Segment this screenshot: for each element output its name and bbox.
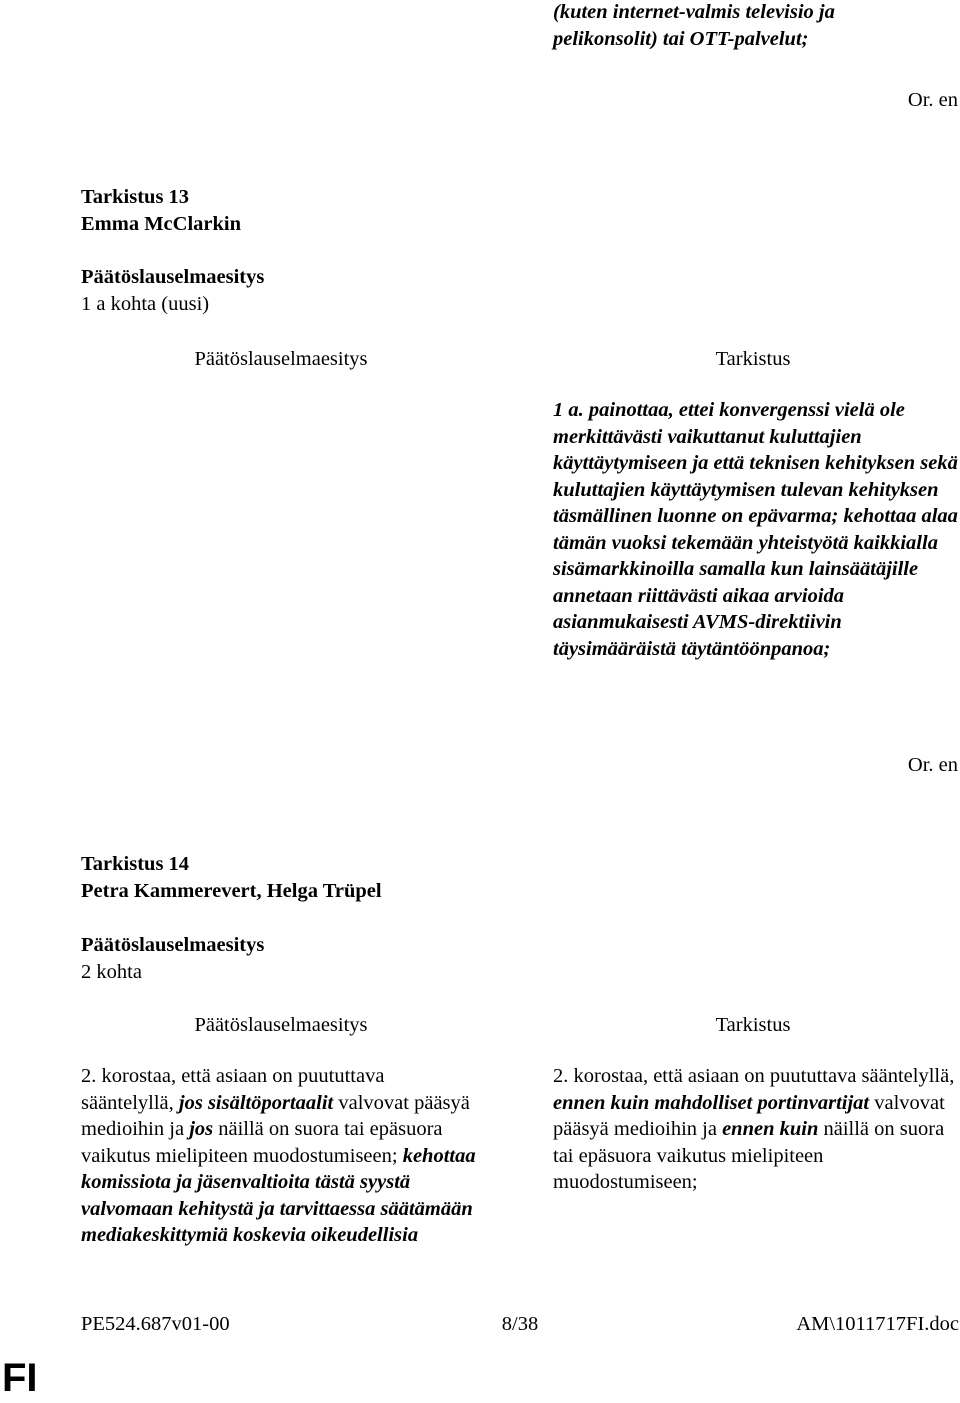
text-segment: valvovat pääsyä medioihin ja bbox=[553, 1091, 945, 1140]
column-heading-left: Päätöslauselmaesitys bbox=[194, 348, 368, 370]
continuation-text bbox=[553, 0, 960, 52]
text-segment-changed: kehottaa komissiota ja jäsenvaltioita tästä syystä valvomaan kehitystä ja tarvittaessa säätämään mediakeskittymiä koskevia oikeudellisia bbox=[81, 1144, 476, 1246]
text-segment-changed: ennen kuin bbox=[722, 1118, 819, 1140]
text-segment: näillä on suora tai epäsuora vaikutus mielipiteen muodostumiseen; bbox=[81, 1118, 443, 1167]
column-heading-left: Päätöslauselmaesitys bbox=[194, 1014, 368, 1036]
amendment-text-right: 1 a. painottaa, ettei konvergenssi vielä ole merkittävästi vaikuttanut kuluttajien käyttäytymiseen ja että teknisen kehityksen sekä kuluttajien käyttäytymisen tulevan kehityksen täsmällinen luonne on epävarma; kehottaa alaa tämän vuoksi tekemään yhteistyötä kaikkialla sisämarkkinoilla samalla kun lainsäätäjille annetaan riittävästi aikaa arvioida asianmukaisesti AVMS-direktiivin täysimääräistä täytäntöönpanoa; bbox=[553, 399, 958, 660]
text-segment: valvovat pääsyä medioihin ja bbox=[81, 1091, 470, 1140]
text-segment: näillä on suora tai epäsuora vaikutus mielipiteen muodostumiseen; bbox=[553, 1118, 945, 1193]
column-heading-right: Tarkistus bbox=[715, 348, 791, 370]
text-segment: 2. korostaa, että asiaan on puututtava sääntelyllä, bbox=[553, 1065, 955, 1087]
amendment-text-right bbox=[553, 1063, 958, 1196]
footer-doc-ref: PE524.687v01-00 bbox=[81, 1313, 230, 1335]
continuation-line: pelikonsolit) tai OTT-palvelut; bbox=[553, 27, 809, 50]
document-type: Päätöslauselmaesitys bbox=[81, 266, 265, 288]
paragraph-ref: 1 a kohta (uusi) bbox=[81, 292, 210, 315]
text-segment-changed: jos bbox=[189, 1118, 214, 1140]
amendment-title: Tarkistus 14 bbox=[81, 853, 190, 875]
text-segment-changed: ennen kuin mahdolliset portinvartijat bbox=[553, 1091, 870, 1114]
amendment-text-left bbox=[81, 1063, 476, 1249]
original-language-label: Or. en bbox=[907, 89, 958, 111]
amendment-reference bbox=[81, 264, 264, 317]
amendment-author: Emma McClarkin bbox=[81, 212, 241, 235]
text-segment: 2. korostaa, että asiaan on puututtava sääntelyllä, bbox=[81, 1065, 385, 1114]
amendment-author: Petra Kammerevert, Helga Trüpel bbox=[81, 879, 382, 902]
language-code: FI bbox=[2, 1356, 38, 1400]
footer-page-number: 8/38 bbox=[501, 1313, 539, 1335]
amendment-reference bbox=[81, 932, 264, 985]
amendment-heading bbox=[81, 851, 382, 904]
amendment-heading bbox=[81, 184, 241, 237]
footer-file-name: AM\1011717FI.doc bbox=[796, 1313, 959, 1335]
continuation-line: (kuten internet-valmis televisio ja bbox=[553, 1, 835, 23]
text-segment-changed: jos sisältöportaalit bbox=[178, 1091, 334, 1114]
document-type: Päätöslauselmaesitys bbox=[81, 934, 265, 956]
amendment-title: Tarkistus 13 bbox=[81, 186, 190, 208]
original-language-label: Or. en bbox=[907, 754, 958, 776]
column-heading-right: Tarkistus bbox=[715, 1014, 791, 1036]
paragraph-ref: 2 kohta bbox=[81, 960, 142, 983]
